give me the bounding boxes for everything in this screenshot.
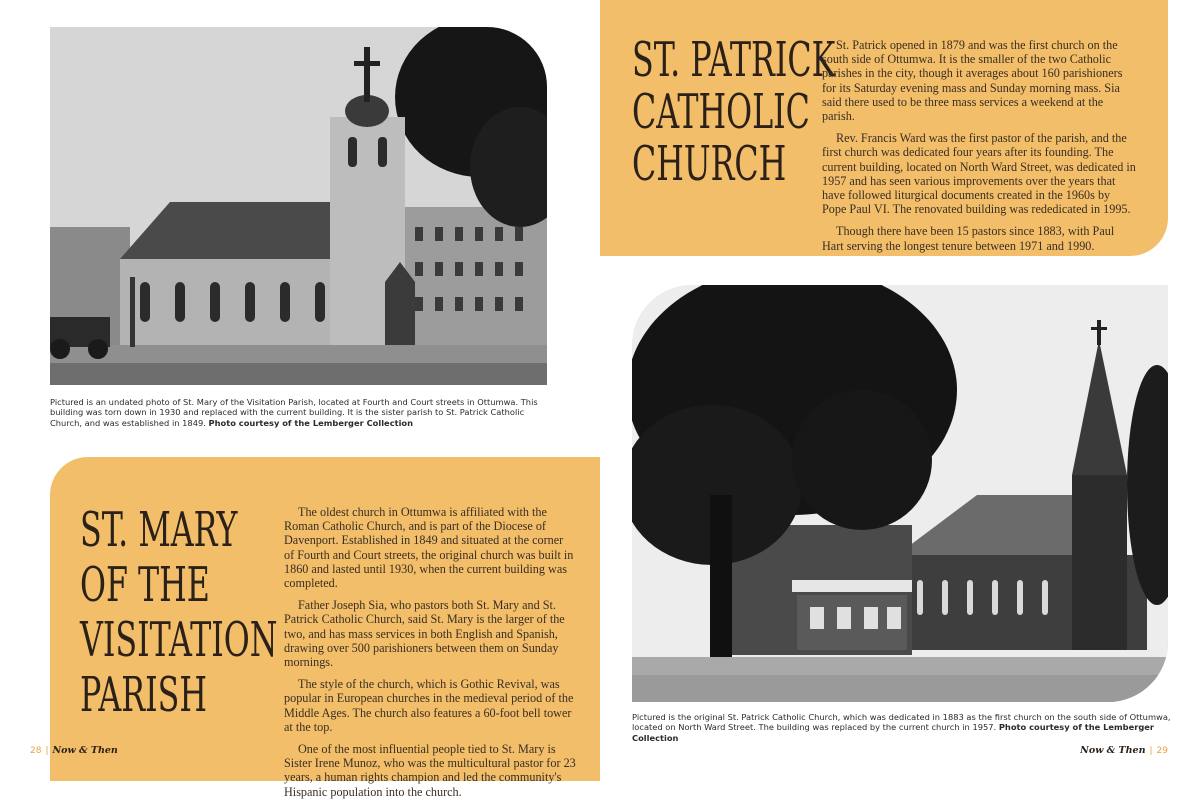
st-mary-article-body (284, 505, 576, 807)
paragraph: The oldest church in Ottumwa is affiliated with the Roman Catholic Church, and is part of the Diocese of Davenport. Established in 1849 and situated at the corner of Fourth and Court streets, the original church was built in 1860 and lasted until 1930, when the current building was completed. (284, 505, 574, 591)
title-line: CATHOLIC (632, 84, 810, 140)
caption-text: Pictured is an undated photo of St. Mary of the Visitation Parish, located at Fourth and Court streets in Ottumwa. This building was torn down in 1930 and replaced with the current building. It is the sister parish to St. Patrick Catholic Church, and was established in 1849. (50, 397, 538, 428)
page-number: 28 (30, 746, 42, 756)
paragraph: Though there have been 15 pastors since 1883, with Paul Hart serving the longest tenure between 1971 and 1990. (822, 224, 1115, 253)
photo-credit: Photo courtesy of the Lemberger Collection (208, 417, 414, 428)
magazine-name: Now & Then (1080, 745, 1146, 756)
paragraph: Rev. Francis Ward was the first pastor of the parish, and the first church was dedicated four years after its founding. The current building, located on North Ward Street, was dedicated in 1957 and has seen various improvements over the years that have followed liturgical documents created in the 1960s by Pope Paul VI. The renovated building was rededicated in 1995. (822, 131, 1136, 217)
st-patrick-church-photo (632, 285, 1168, 702)
title-line: CHURCH (632, 136, 787, 192)
paragraph: Father Joseph Sia, who pastors both St. Mary and St. Patrick Catholic Church, said St. Mary is the larger of the two, and has mass services in both English and Spanish, drawing over 500 parishioners between them on Sunday mornings. (284, 598, 565, 670)
left-page-folio (30, 745, 118, 756)
paragraph: The style of the church, which is Gothic Revival, was popular in European churches in the medieval period of the Middle Ages. The church also features a 60-foot bell tower at the top. (284, 677, 574, 734)
paragraph: One of the most influential people tied to St. Mary is Sister Irene Munoz, who was the multicultural pastor for 23 years, a human rights champion and led the community's Hispanic population into the church. (284, 742, 576, 799)
folio-separator: | (1149, 746, 1153, 756)
st-patrick-title (632, 34, 835, 190)
page-number: 29 (1156, 746, 1168, 756)
title-line: ST. MARY (80, 502, 238, 558)
title-line: PARISH (80, 667, 207, 723)
st-mary-church-photo (50, 27, 547, 385)
st-patrick-article-body (822, 38, 1137, 261)
paragraph: St. Patrick opened in 1879 and was the first church on the south side of Ottumwa. It is the smaller of the two Catholic parishes in the city, though it averages about 160 parishioners for its Saturday evening mass and Sunday morning mass. Sia said there used to be three mass services a weekend at the parish. (822, 38, 1123, 124)
title-line: ST. PATRICK (632, 32, 836, 88)
st-patrick-photo-caption (632, 712, 1172, 743)
photo-credit: Photo courtesy of the Lemberger Collection (632, 722, 1154, 743)
title-line: OF THE (80, 557, 210, 613)
right-page-folio (1080, 745, 1168, 756)
folio-separator: | (45, 746, 49, 756)
st-mary-title (80, 503, 277, 723)
caption-text: Pictured is the original St. Patrick Catholic Church, which was dedicated in 1883 as the first church on the south side of Ottumwa, located on North Ward Street. The building was replaced by the current church in 1957. (632, 712, 1171, 733)
st-mary-photo-caption (50, 397, 550, 428)
title-line: VISITATION (80, 612, 278, 668)
magazine-name: Now & Then (52, 745, 118, 756)
